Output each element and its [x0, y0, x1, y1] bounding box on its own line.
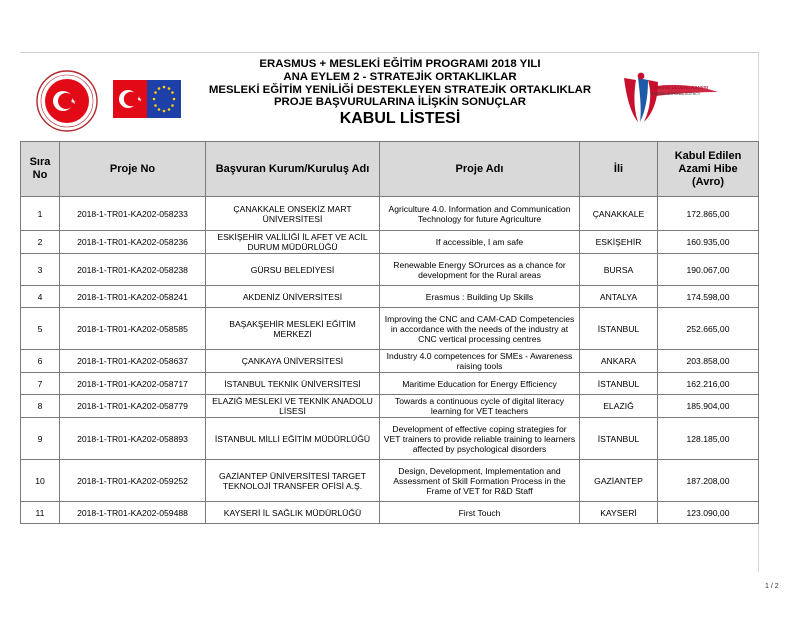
row-number: 8: [21, 395, 60, 418]
title-line-1: ERASMUS + MESLEKİ EĞİTİM PROGRAMI 2018 YILI: [259, 58, 541, 70]
ministry-seal-logo: [36, 70, 98, 132]
results-table: [20, 141, 759, 524]
applicant-name: ÇANAKKALE ONSEKİZ MART ÜNİVERSİTESİ: [206, 197, 380, 231]
project-title: Design, Development, Implementation and Assessment of Skill Formation Process in the Frame of VET for R&D Staff: [380, 460, 580, 502]
city: ELAZIĞ: [580, 395, 658, 418]
grant-amount: 172.865,00: [658, 197, 759, 231]
table-row: [21, 502, 759, 524]
city: GAZİANTEP: [580, 460, 658, 502]
row-number: 5: [21, 308, 60, 350]
row-number: 1: [21, 197, 60, 231]
grant-amount: 203.858,00: [658, 350, 759, 373]
grant-amount: 187.208,00: [658, 460, 759, 502]
project-number: 2018-1-TR01-KA202-058779: [60, 395, 206, 418]
title-line-4: PROJE BAŞVURULARINA İLİŞKİN SONUÇLAR: [273, 96, 527, 109]
city: ÇANAKKALE: [580, 197, 658, 231]
document-title-block: [180, 58, 620, 129]
national-agency-logo: [618, 70, 720, 128]
table-row: [21, 308, 759, 350]
project-title: If accessible, I am safe: [380, 231, 580, 254]
row-number: 9: [21, 418, 60, 460]
list-title: KABUL LİSTESİ: [339, 110, 461, 128]
project-number: 2018-1-TR01-KA202-058238: [60, 254, 206, 286]
row-number: 10: [21, 460, 60, 502]
city: ANTALYA: [580, 286, 658, 308]
grant-amount: 252.665,00: [658, 308, 759, 350]
row-number: 7: [21, 373, 60, 395]
page-border-top: [20, 52, 758, 53]
city: BURSA: [580, 254, 658, 286]
applicant-name: KAYSERİ İL SAĞLIK MÜDÜRLÜĞÜ: [206, 502, 380, 524]
table-row: [21, 350, 759, 373]
grant-amount: 174.598,00: [658, 286, 759, 308]
project-title: Towards a continuous cycle of digital literacy learning for VET teachers: [380, 395, 580, 418]
city: İSTANBUL: [580, 373, 658, 395]
grant-amount: 128.185,00: [658, 418, 759, 460]
city: ANKARA: [580, 350, 658, 373]
col-header-project-name: Proje Adı: [380, 142, 580, 197]
col-header-grant: Kabul Edilen Azami Hibe (Avro): [658, 142, 759, 197]
city: KAYSERİ: [580, 502, 658, 524]
applicant-name: ÇANKAYA ÜNİVERSİTESİ: [206, 350, 380, 373]
page-number: 1 / 2: [765, 583, 779, 590]
table-row: [21, 231, 759, 254]
document-header: [0, 58, 800, 140]
table-row: [21, 254, 759, 286]
grant-amount: 190.067,00: [658, 254, 759, 286]
project-number: 2018-1-TR01-KA202-058893: [60, 418, 206, 460]
title-line-3: MESLEKİ EĞİTİM YENİLİĞİ DESTEKLEYEN STRATEJİK ORTAKLIKLAR: [208, 83, 592, 96]
table-row: [21, 418, 759, 460]
applicant-name: GAZİANTEP ÜNİVERSİTESİ TARGET TEKNOLOJİ TRANSFER OFİSİ A.Ş.: [206, 460, 380, 502]
project-title: Development of effective coping strategies for VET trainers to provide reliable training to learners affected by psychological disorders: [380, 418, 580, 460]
project-title: Maritime Education for Energy Efficiency: [380, 373, 580, 395]
applicant-name: AKDENİZ ÜNİVERSİTESİ: [206, 286, 380, 308]
project-title: Improving the CNC and CAM-CAD Competencies in accordance with the needs of the industry at CNC vertical processing centres: [380, 308, 580, 350]
agency-name-en: TURKISH NATIONAL AGENCY: [650, 92, 701, 96]
grant-amount: 160.935,00: [658, 231, 759, 254]
project-number: 2018-1-TR01-KA202-059252: [60, 460, 206, 502]
project-title: Renewable Energy SOrurces as a chance for development for the Rural areas: [380, 254, 580, 286]
row-number: 2: [21, 231, 60, 254]
project-number: 2018-1-TR01-KA202-058233: [60, 197, 206, 231]
grant-amount: 162.216,00: [658, 373, 759, 395]
project-number: 2018-1-TR01-KA202-059488: [60, 502, 206, 524]
table-row: [21, 373, 759, 395]
project-number: 2018-1-TR01-KA202-058717: [60, 373, 206, 395]
table-row: [21, 286, 759, 308]
city: ESKİŞEHİR: [580, 231, 658, 254]
grant-amount: 123.090,00: [658, 502, 759, 524]
col-header-project-no: Proje No: [60, 142, 206, 197]
col-header-applicant: Başvuran Kurum/Kuruluş Adı: [206, 142, 380, 197]
col-header-city: İli: [580, 142, 658, 197]
project-title: Agriculture 4.0. Information and Communication Technology for future Agriculture: [380, 197, 580, 231]
applicant-name: İSTANBUL MİLLİ EĞİTİM MÜDÜRLÜĞÜ: [206, 418, 380, 460]
table-row: [21, 460, 759, 502]
row-number: 11: [21, 502, 60, 524]
applicant-name: ESKİŞEHİR VALİLİĞİ İL AFET VE ACİL DURUM MÜDÜRLÜĞÜ: [206, 231, 380, 254]
row-number: 3: [21, 254, 60, 286]
turkey-eu-flags-logo: [113, 74, 181, 124]
project-title: First Touch: [380, 502, 580, 524]
project-number: 2018-1-TR01-KA202-058637: [60, 350, 206, 373]
applicant-name: BAŞAKŞEHİR MESLEKİ EĞİTİM MERKEZİ: [206, 308, 380, 350]
city: İSTANBUL: [580, 418, 658, 460]
col-header-no: Sıra No: [21, 142, 60, 197]
project-title: Erasmus : Building Up Skills: [380, 286, 580, 308]
table-row: [21, 395, 759, 418]
table-header-row: [21, 142, 759, 197]
applicant-name: GÜRSU BELEDİYESİ: [206, 254, 380, 286]
table-row: [21, 197, 759, 231]
row-number: 4: [21, 286, 60, 308]
project-number: 2018-1-TR01-KA202-058585: [60, 308, 206, 350]
national-agency-logo-text: [650, 85, 720, 97]
city: İSTANBUL: [580, 308, 658, 350]
grant-amount: 185.904,00: [658, 395, 759, 418]
agency-name: TÜRKİYE ULUSAL AJANSI: [650, 85, 708, 90]
applicant-name: ELAZIĞ MESLEKİ VE TEKNİK ANADOLU LİSESİ: [206, 395, 380, 418]
applicant-name: İSTANBUL TEKNİK ÜNİVERSİTESİ: [206, 373, 380, 395]
row-number: 6: [21, 350, 60, 373]
project-number: 2018-1-TR01-KA202-058236: [60, 231, 206, 254]
project-title: Industry 4.0 competences for SMEs - Awareness raising tools: [380, 350, 580, 373]
project-number: 2018-1-TR01-KA202-058241: [60, 286, 206, 308]
title-line-2: ANA EYLEM 2 - STRATEJİK ORTAKLIKLAR: [283, 70, 517, 83]
